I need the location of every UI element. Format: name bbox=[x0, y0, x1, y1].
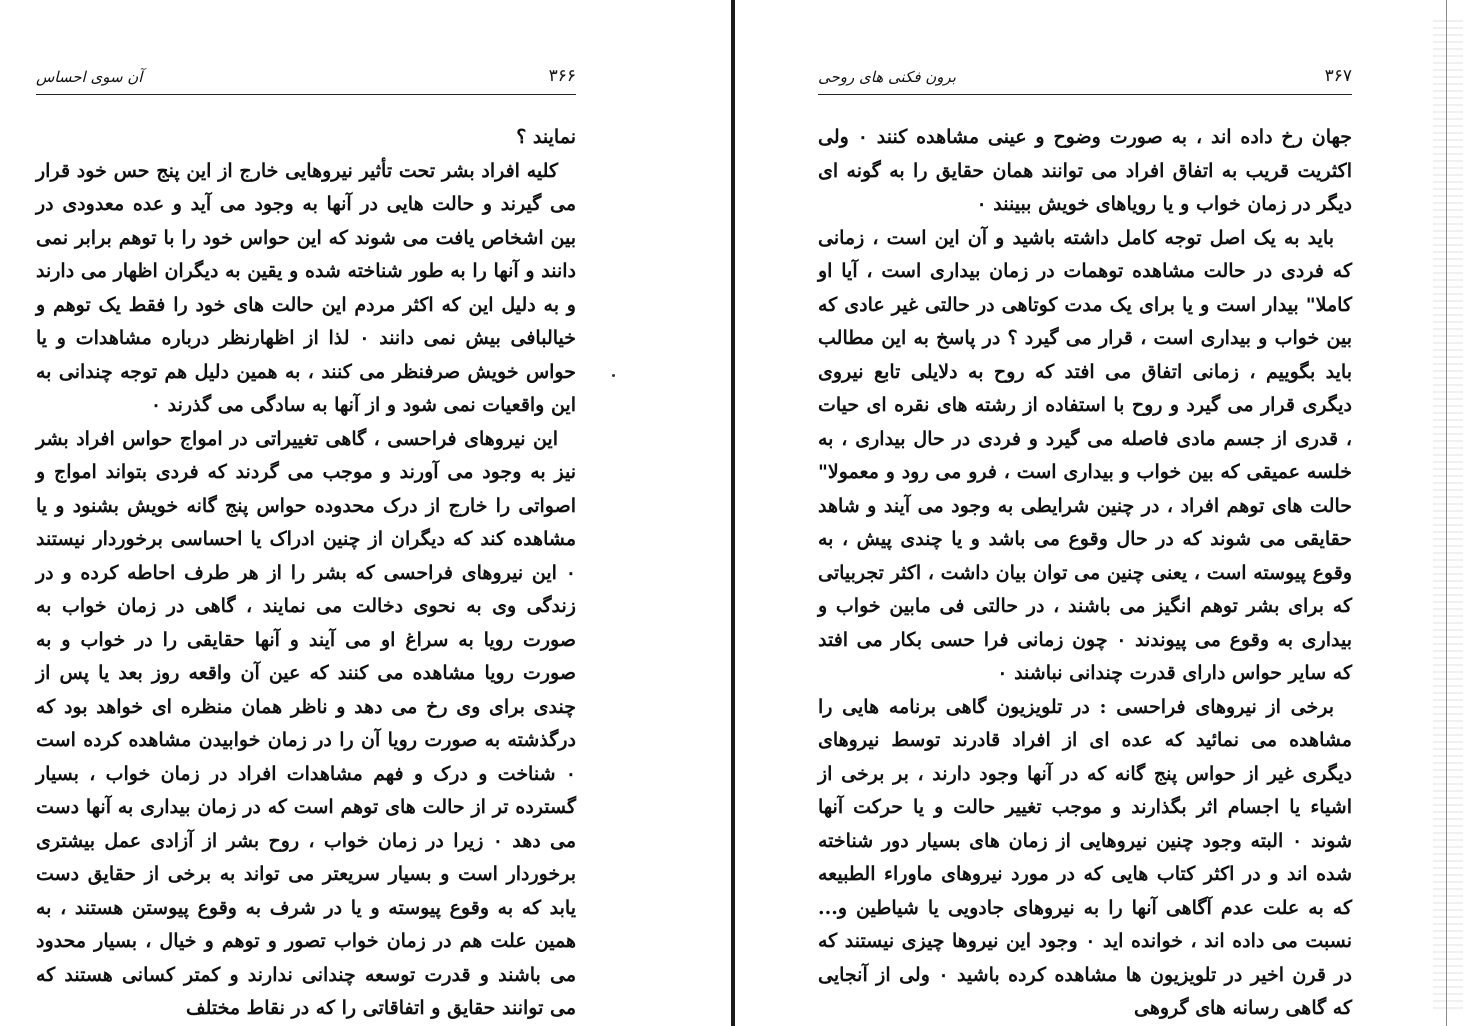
header-rule bbox=[36, 94, 576, 95]
paragraph: این نیروهای فراحسی ، گاهی تغییراتی در امواج حواس افراد بشر نیز به وجود می آورند و موجب می گردند که فردی بتواند امواج و اصواتی را خارج از درک محدوده حواس پنج گانه خویش بشنود و یا مشاهده کند که دیگران از چنین ادراک یا احساسی برخوردار نیستند ۰ این نیروهای فراحسی که بشر را از هر طرف احاطه کرده و در زندگی وی به نحوی دخالت می نمایند ، گاهی در زمان خواب به صورت رویا به سراغ او می آیند و آنها حقایقی را در خواب و به صورت رویا مشاهده می کنند که عین آن واقعه روز بعد یا پس از چندی برای وی رخ می دهد و ناظر همان منظره ای خواهد بود که درگذشته به صورت رویا آن را در زمان خوابیدن مشاهده کرده است ۰ شناخت و درک و فهم مشاهدات افراد در زمان خواب ، بسیار گسترده تر از حالت های توهم است که در زمان بیداری به آنها دست می دهد ۰ زیرا در زمان خواب ، روح بشر از آزادی عمل بیشتری برخوردار است و بسیار سریعتر می تواند به برخی از حقایق دست یابد که به وقوع پیوسته و یا در شرف به وقوع پیوستن هستند ، به همین علت هم در زمان خواب تصور و توهم و خیال ، بسیار محدود می باشند و قدرت توسعه چندانی ندارند و کمتر کسانی هستند که می توانند حقایق و اتفاقاتی را که در نقاط مختلف bbox=[36, 427, 576, 1019]
running-title: آن سوی احساس bbox=[36, 68, 143, 86]
running-title: برون فکنی های روحی bbox=[818, 68, 956, 86]
scan-speck bbox=[612, 374, 615, 377]
paragraph: برخی از نیروهای فراحسی : در تلویزیون گاهی برنامه هایی را مشاهده می نمائید که عده ای از افراد قادرند توسط نیروهای دیگری غیر از حواس پنج گانه که در آنها وجود دارند ، بر برخی از اشیاء یا اجسام اثر بگذارند و موجب تغییر حالت و یا حرکت آنها شوند ۰ البته وجود چنین نیروهایی از زمان های بسیار دور شناخته شده اند و در اکثر کتاب هایی که در مورد نیروهای ماوراء الطبیعه که به علت عدم آگاهی آنها را به نیروهای جادویی یا شیاطین و... نسبت می داده اند ، خوانده اید ۰ وجود این نیروها چیزی نیستند که در قرن اخیر در تلویزیون ها مشاهده کرده باشید ۰ ولی از آنجایی که گاهی رسانه های گروهی bbox=[818, 695, 1352, 1019]
right-page-header bbox=[818, 66, 1352, 94]
page-number: ۳۶۷ bbox=[1324, 66, 1352, 86]
paragraph: کلیه افراد بشر تحت تأثیر نیروهایی خارج از این پنج حس خود قرار می گیرند و حالت هایی در آنها به وجود می آید و عده معدودی در بین اشخاص یافت می شوند که این حواس خود را با توهم برابر نمی دانند و آنها را به طور شناخته شده و یقین به دیگران اظهار می دارند و به دلیل این که اکثر مردم این حالت های خود را فقط یک توهم و خیالبافی بیش نمی دانند ۰ لذا از اظهارنظر درباره مشاهدات و یا حواس خویش صرفنظر می کنند ، به همین دلیل هم توجه چندانی به این واقعیات نمی شود و از آنها به سادگی می گذرند ۰ bbox=[36, 159, 576, 416]
right-page-body bbox=[818, 121, 1352, 1026]
paragraph: باید به یک اصل توجه کامل داشته باشید و آن این است ، زمانی که فردی در حالت مشاهده توهمات در زمان بیداری است ، آیا او کاملا" بیدار است و یا برای یک مدت کوتاهی در حالتی غیر عادی که بین خواب و بیداری است ، قرار می گیرد ؟ در پاسخ به این مطالب باید بگوییم ، زمانی اتفاق می افتد که روح به دلایلی تابع نیروی دیگری قرار می گیرد و روح با استفاده از رشته های نقره ای حیات ، قدری از جسم مادی فاصله می گیرد و فردی در حال بیداری ، به خلسه عمیقی که بین خواب و بیداری است ، فرو می رود و معمولا" حالت های توهم افراد ، در چنین شرایطی به وجود می آیند و شاهد حقایقی می شوند که در حال وقوع می باشد و یا چندی پیش ، به وقوع پیوسته است ، یعنی چنین می توان بیان داشت ، اکثر تجربیاتی که برای بشر توهم انگیز می باشند ، در حالتی فی مابین خواب و بیداری به وقوع می پیوندند ۰ چون زمانی فرا حسی بکار می افتد که سایر حواس دارای قدرت چندانی نباشند ۰ bbox=[818, 226, 1352, 684]
left-page-body bbox=[36, 121, 576, 1026]
page-number: ۳۶۶ bbox=[548, 66, 576, 86]
header-rule bbox=[818, 94, 1352, 95]
right-page bbox=[738, 0, 1438, 1026]
page-gutter bbox=[731, 0, 735, 1026]
scan-edge-noise bbox=[1433, 20, 1463, 1010]
scan-edge-line bbox=[1446, 0, 1447, 1026]
left-page bbox=[0, 0, 728, 1026]
left-page-header bbox=[36, 66, 576, 94]
paragraph: جهان رخ داده اند ، به صورت وضوح و عینی مشاهده کنند ۰ ولی اکثریت قریب به اتفاق افراد می توانند همان حقایق را به گونه ای دیگر در زمان خواب و یا رویاهای خویش ببینند ۰ bbox=[818, 126, 1352, 215]
paragraph: نمایند ؟ bbox=[516, 126, 576, 148]
